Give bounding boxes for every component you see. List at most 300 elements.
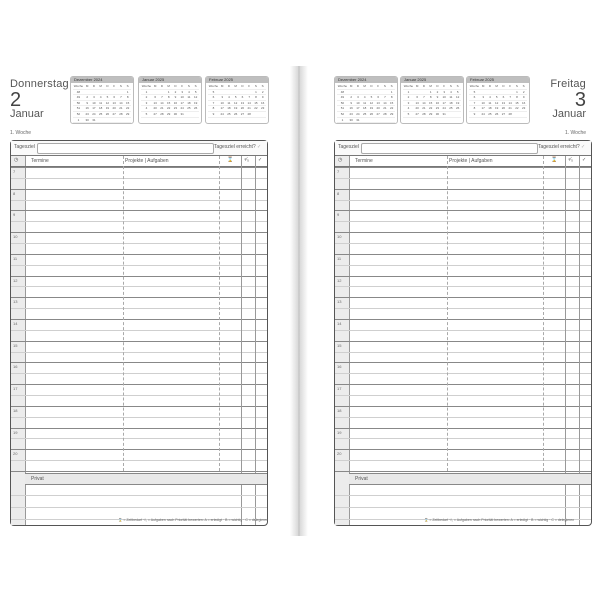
- day-name: Freitag: [550, 78, 586, 90]
- mini-calendar-cell: 11: [187, 95, 191, 100]
- mini-calendar-cell: 9: [174, 95, 177, 100]
- mini-calendar-cell: 3: [357, 95, 359, 100]
- mini-calendar-cell: 21: [160, 106, 164, 111]
- check-icon[interactable]: ✓: [581, 144, 586, 150]
- hour-label: 15: [13, 342, 18, 348]
- column-header: [335, 156, 591, 167]
- schedule-line: [11, 178, 267, 179]
- month-name: Januar: [552, 108, 586, 120]
- privat-label: Privat: [31, 476, 44, 482]
- mini-calendar-cell: 14: [119, 100, 123, 105]
- schedule-line: [335, 254, 591, 255]
- mini-calendar-row: [73, 118, 131, 124]
- col-projekte: Projekte | Aufgaben: [449, 158, 493, 164]
- mini-calendar-cell: 27: [376, 111, 380, 116]
- mini-calendar-cell: 4: [363, 95, 366, 100]
- mini-calendar-cell: 8: [126, 95, 129, 100]
- mini-calendar-cell: 24: [356, 111, 360, 116]
- mini-calendar-cell: M: [363, 84, 366, 88]
- mini-calendar-cell: [454, 112, 461, 117]
- schedule-line: [11, 265, 267, 266]
- mini-calendar-cell: [493, 90, 500, 95]
- mini-calendar-cell: 6: [416, 95, 418, 100]
- mini-calendar-cell: D: [227, 84, 230, 88]
- mini-calendar-cell: 24: [92, 111, 96, 116]
- week-label: 1. Woche: [10, 130, 32, 136]
- privat-label: Privat: [355, 476, 368, 482]
- mini-calendar-cell: [104, 118, 111, 123]
- mini-calendar-cell: S: [261, 84, 264, 88]
- mini-calendar-cell: [91, 90, 98, 95]
- mini-calendar-cell: M: [415, 84, 419, 88]
- mini-calendar-cell: 9: [261, 95, 264, 100]
- mini-calendar-row: [469, 112, 527, 118]
- mini-calendar-cell: S: [515, 84, 518, 88]
- column-divider: [241, 156, 242, 525]
- schedule-line: [335, 221, 591, 222]
- mini-calendar-cell: 12: [105, 100, 110, 105]
- mini-calendar-cell: 20: [415, 106, 419, 111]
- month-name: Januar: [10, 108, 44, 120]
- mini-calendar-cell: 9: [212, 111, 215, 116]
- hour-label: 14: [13, 321, 18, 326]
- mini-calendar-cell: 5: [234, 95, 237, 100]
- hour-label: 9: [13, 212, 16, 218]
- schedule-line: [11, 232, 267, 233]
- schedule-line: [335, 471, 591, 472]
- mini-calendar-cell: 5: [456, 89, 459, 94]
- schedule-line: [11, 330, 267, 331]
- mini-calendar-cell: 25: [227, 111, 231, 116]
- mini-calendar-cell: 48: [340, 89, 345, 94]
- mini-calendar-cell: F: [377, 84, 380, 88]
- mini-calendar-cell: 3: [443, 89, 445, 94]
- schedule-line: [11, 373, 267, 374]
- hour-label: 15: [337, 342, 342, 348]
- mini-calendar-cell: 13: [153, 100, 157, 105]
- mini-calendar-cell: [348, 90, 355, 95]
- hour-label: 7: [13, 169, 16, 174]
- mini-calendar-cell: [421, 90, 428, 95]
- schedule-line: [11, 428, 267, 429]
- mini-calendar-cell: 24: [442, 106, 446, 111]
- schedule-line: [11, 200, 267, 201]
- mini-calendar-cell: D: [92, 84, 95, 88]
- mini-calendar-cell: [375, 118, 382, 123]
- schedule-line: [335, 189, 591, 190]
- mini-calendar-cell: 4: [228, 95, 230, 100]
- mini-calendar-cell: 14: [247, 100, 251, 105]
- page-footer: ⌛ = Zeitbedarf ⁴/₅ = Aufgaben nach Priorität bewerten: A = erledigt · B = wichtig · C = delegieren: [118, 518, 269, 522]
- mini-calendar-cell: 22: [126, 106, 130, 111]
- mini-calendar-cell: 29: [429, 111, 433, 116]
- mini-calendar-cell: M: [85, 84, 89, 88]
- mini-calendar-cell: 25: [449, 106, 453, 111]
- mini-calendar-cell: 1: [516, 89, 518, 94]
- mini-calendar-cell: 13: [112, 100, 116, 105]
- hour-label: 12: [13, 277, 18, 283]
- mini-calendar-cell: 31: [92, 117, 96, 122]
- mini-calendar-cell: 25: [363, 111, 367, 116]
- schedule-line: [11, 286, 267, 287]
- schedule-line: [11, 384, 267, 385]
- mini-calendar-cell: F: [248, 84, 251, 88]
- mini-calendar-cell: 30: [85, 117, 89, 122]
- mini-calendar-cell: [487, 90, 494, 95]
- mini-calendar-cell: [111, 90, 118, 95]
- mini-calendar-cell: 7: [423, 95, 425, 100]
- mini-calendar-cell: 49: [340, 95, 345, 100]
- mini-calendar-cell: 51: [76, 106, 81, 111]
- mini-calendar-cell: 17: [442, 100, 446, 105]
- schedule-line: [11, 167, 267, 168]
- mini-calendar-cell: 5: [407, 111, 410, 116]
- mini-calendar-cell: 11: [363, 100, 367, 105]
- mini-calendar-cell: [253, 112, 260, 117]
- mini-calendar-cell: 26: [105, 111, 110, 116]
- mini-calendar-cell: 19: [495, 106, 499, 111]
- col-termine: Termine: [355, 158, 373, 164]
- mini-calendar-cell: 22: [429, 106, 433, 111]
- mini-calendar-cell: 18: [227, 106, 231, 111]
- hour-label: 11: [13, 255, 18, 261]
- mini-calendar-cell: S: [194, 84, 197, 88]
- mini-calendar-cell: [259, 112, 266, 117]
- day-number: 3: [574, 89, 586, 111]
- mini-calendar-cell: 28: [508, 111, 512, 116]
- mini-calendar-cell: 26: [369, 111, 374, 116]
- mini-calendar-cell: 26: [194, 106, 198, 111]
- mini-calendar-cell: 27: [112, 111, 116, 116]
- mini-calendar-cell: 3: [221, 95, 223, 100]
- mini-calendar-cell: 3: [93, 95, 95, 100]
- hour-label: 8: [337, 190, 340, 196]
- mini-calendar-cell: 3: [407, 100, 410, 105]
- mini-calendar-cell: 23: [349, 111, 353, 116]
- mini-calendar-cell: 52: [340, 111, 345, 116]
- day-schedule: [10, 140, 268, 526]
- mini-calendar-cell: 11: [227, 100, 231, 105]
- mini-calendar-cell: 25: [99, 111, 103, 116]
- mini-calendar-cell: 6: [241, 95, 244, 100]
- mini-calendar-cell: 9: [350, 100, 352, 105]
- mini-calendar-cell: 22: [254, 106, 258, 111]
- tagesziel-bar: [335, 141, 591, 156]
- mini-calendar-cell: F: [113, 84, 116, 88]
- mini-calendar-cell: 13: [415, 100, 419, 105]
- tagesziel-field[interactable]: [361, 143, 538, 154]
- schedule-line: [335, 178, 591, 179]
- book-gutter: [290, 66, 308, 536]
- hour-lines: [11, 167, 267, 471]
- hour-label: 12: [337, 277, 342, 283]
- mini-calendar-cell: 20: [112, 106, 116, 111]
- hour-label: 9: [337, 212, 340, 218]
- mini-calendar-cell: S: [383, 84, 386, 88]
- mini-calendar-cell: Woche: [337, 84, 348, 88]
- mini-calendar-cell: 19: [194, 100, 198, 105]
- schedule-line: [335, 319, 591, 320]
- hour-label: 19: [13, 429, 18, 435]
- mini-calendar-row: [337, 118, 395, 124]
- mini-calendar-cell: [152, 90, 159, 95]
- mini-calendar-cell: 21: [422, 106, 426, 111]
- mini-calendar-cell: 30: [435, 111, 440, 116]
- mini-calendar-cell: 16: [349, 106, 353, 111]
- mini-calendar: [205, 76, 269, 124]
- mini-calendar-cell: 1: [255, 89, 257, 94]
- mini-calendar-cell: 22: [167, 106, 171, 111]
- mini-calendar-cell: 11: [488, 100, 492, 105]
- mini-calendar-cell: [219, 90, 226, 95]
- col-projekte: Projekte | Aufgaben: [125, 158, 169, 164]
- schedule-line: [11, 276, 267, 277]
- mini-calendar-cell: 1: [167, 89, 170, 94]
- mini-calendar-cell: 24: [180, 106, 184, 111]
- mini-calendar-cell: 5: [145, 111, 148, 116]
- mini-calendar-cell: 5: [473, 89, 476, 94]
- mini-calendar-row: [208, 112, 266, 118]
- schedule-line: [11, 395, 267, 396]
- mini-calendar-cell: 1: [407, 89, 410, 94]
- mini-calendar-cell: 24: [481, 111, 485, 116]
- mini-calendar-cell: 18: [99, 106, 103, 111]
- mini-calendar-cell: 17: [180, 100, 184, 105]
- mini-calendar-cell: [97, 90, 104, 95]
- column-divider: [219, 156, 220, 471]
- mini-calendar-cell: 5: [212, 89, 215, 94]
- mini-calendar-cell: 19: [456, 100, 460, 105]
- mini-calendar-cell: 27: [153, 111, 157, 116]
- mini-calendar-cell: 26: [234, 111, 238, 116]
- mini-calendar-cell: D: [488, 84, 491, 88]
- hour-label: 13: [13, 299, 18, 305]
- mini-calendar-title: Januar 2025: [401, 77, 463, 83]
- mini-calendar-cell: 17: [220, 106, 224, 111]
- schedule-line: [335, 232, 591, 233]
- mini-calendar-cell: 21: [247, 106, 251, 111]
- mini-calendar-cell: 3: [482, 95, 484, 100]
- mini-calendar-cell: M: [220, 84, 224, 88]
- mini-calendar-cell: 28: [422, 111, 426, 116]
- mini-calendar-cell: S: [390, 84, 393, 88]
- mini-calendar-cell: [355, 90, 362, 95]
- mini-calendar-cell: 4: [407, 106, 410, 111]
- mini-calendar-cell: 1: [390, 89, 393, 94]
- schedule-line: [11, 254, 267, 255]
- mini-calendar-cell: 48: [76, 89, 81, 94]
- mini-calendar-cell: 29: [126, 111, 130, 116]
- mini-calendar-cell: 5: [495, 95, 498, 100]
- hourglass-icon: ⌛: [227, 157, 234, 163]
- mini-calendar-cell: [500, 90, 507, 95]
- mini-calendar-cell: 22: [515, 106, 519, 111]
- mini-calendar-cell: [186, 112, 193, 117]
- mini-calendar-cell: 4: [188, 89, 190, 94]
- schedule-line: [335, 417, 591, 418]
- mini-calendar-cell: 10: [481, 100, 485, 105]
- mini-calendar-cell: 8: [212, 106, 215, 111]
- mini-calendar-cell: [118, 118, 125, 123]
- mini-calendar-cell: M: [167, 84, 170, 88]
- mini-calendar-cell: S: [254, 84, 257, 88]
- tagesziel-label: Tagesziel: [338, 144, 359, 150]
- mini-calendar-cell: 4: [99, 95, 102, 100]
- schedule-line: [11, 210, 267, 211]
- mini-calendar-cell: [388, 118, 395, 123]
- mini-calendar-cell: [361, 118, 368, 123]
- mini-calendar-cell: 18: [449, 100, 453, 105]
- mini-calendar: [334, 76, 398, 124]
- hour-label: 17: [13, 386, 18, 392]
- mini-calendar-cell: 2: [86, 95, 88, 100]
- mini-calendar-cell: 9: [473, 111, 476, 116]
- mini-calendar-title: Dezember 2024: [71, 77, 133, 83]
- hour-label: 10: [337, 234, 342, 240]
- mini-calendar-cell: S: [187, 84, 190, 88]
- mini-calendar-cell: 14: [508, 100, 512, 105]
- mini-calendar-cell: [118, 90, 125, 95]
- schedule-line: [11, 319, 267, 320]
- mini-calendar-cell: 2: [174, 89, 177, 94]
- mini-calendar-cell: 8: [516, 95, 518, 100]
- mini-calendar-cell: Woche: [73, 84, 84, 88]
- mini-calendar-cell: [239, 90, 246, 95]
- mini-calendar-cell: 7: [473, 100, 476, 105]
- mini-calendar-cell: 18: [363, 106, 367, 111]
- schedule-line: [335, 308, 591, 309]
- schedule-line: [11, 471, 267, 472]
- mini-calendar-cell: 2: [261, 89, 264, 94]
- mini-calendar-cell: 13: [501, 100, 506, 105]
- mini-calendar-cell: 28: [247, 111, 251, 116]
- tagesziel-label: Tagesziel: [14, 144, 35, 150]
- hour-label: 18: [13, 407, 18, 413]
- mini-calendar-cell: 6: [212, 95, 215, 100]
- mini-calendar-cell: Woche: [403, 84, 414, 88]
- day-number: 2: [10, 89, 22, 111]
- page-footer: ⌛ = Zeitbedarf ⁴/₅ = Aufgaben nach Priorität bewerten: A = erledigt · B = wichtig · C = delegieren: [424, 518, 575, 522]
- mini-calendar-cell: 12: [495, 100, 499, 105]
- schedule-line: [11, 243, 267, 244]
- mini-calendar-cell: [480, 90, 487, 95]
- schedule-line: [335, 330, 591, 331]
- hour-label: 17: [337, 386, 342, 392]
- priority-icon: ⁴⁄₅: [568, 157, 573, 163]
- mini-calendar-cell: [414, 90, 421, 95]
- mini-calendar-cell: 9: [86, 100, 88, 105]
- mini-calendar-cell: [368, 118, 375, 123]
- schedule-line: [11, 341, 267, 342]
- mini-calendar-cell: 3: [181, 89, 183, 94]
- hour-label: 20: [13, 451, 18, 457]
- mini-calendar-cell: 10: [180, 95, 184, 100]
- mini-calendar-cell: 15: [126, 100, 130, 105]
- mini-calendar-cell: S: [119, 84, 122, 88]
- mini-calendar-cell: 7: [384, 95, 386, 100]
- mini-calendar-cell: D: [241, 84, 244, 88]
- mini-calendar-cell: S: [456, 84, 459, 88]
- mini-calendar-cell: 3: [145, 100, 148, 105]
- priority-icon: ⁴⁄₅: [244, 157, 249, 163]
- mini-calendar-cell: 30: [173, 111, 178, 116]
- mini-calendar-cell: 23: [435, 106, 440, 111]
- schedule-line: [11, 362, 267, 363]
- schedule-line: [335, 406, 591, 407]
- column-header: [11, 156, 267, 167]
- mini-calendar-cell: 22: [390, 106, 394, 111]
- mini-calendar-cell: 6: [377, 95, 379, 100]
- hour-label: 8: [13, 190, 16, 196]
- tagesziel-field[interactable]: [37, 143, 214, 154]
- schedule-line: [11, 189, 267, 190]
- hour-label: 20: [337, 451, 342, 457]
- mini-calendar-cell: 7: [212, 100, 215, 105]
- mini-calendar-cell: 1: [145, 89, 148, 94]
- mini-calendar-cell: 31: [356, 117, 360, 122]
- schedule-line: [335, 276, 591, 277]
- schedule-line: [11, 221, 267, 222]
- mini-calendar-cell: 4: [489, 95, 491, 100]
- mini-calendar-cell: 26: [495, 111, 499, 116]
- mini-calendar-cell: F: [509, 84, 512, 88]
- mini-calendar-cell: Woche: [208, 84, 219, 88]
- hourglass-icon: ⌛: [551, 157, 558, 163]
- schedule-line: [335, 395, 591, 396]
- tagesziel-erreicht-label: Tagesziel erreicht?: [538, 144, 580, 150]
- schedule-line: [335, 167, 591, 168]
- mini-calendar-cell: 31: [180, 111, 184, 116]
- mini-calendar-cell: 25: [488, 111, 492, 116]
- mini-calendar-cell: 6: [502, 95, 505, 100]
- mini-calendar-cell: 21: [119, 106, 123, 111]
- mini-calendar-cell: [368, 90, 375, 95]
- mini-calendar-cell: 30: [349, 117, 353, 122]
- mini-calendar-cell: 21: [383, 106, 387, 111]
- mini-calendar-cell: 50: [76, 100, 81, 105]
- mini-calendar-cell: 1: [429, 89, 432, 94]
- schedule-line: [11, 460, 267, 461]
- mini-calendar-cell: 17: [481, 106, 485, 111]
- schedule-line: [11, 449, 267, 450]
- mini-calendar-cell: 21: [508, 106, 512, 111]
- mini-calendar-cell: F: [443, 84, 446, 88]
- mini-calendar-cell: 18: [187, 100, 191, 105]
- hour-label: 16: [337, 364, 342, 370]
- mini-calendar-cell: 12: [369, 100, 374, 105]
- mini-calendar-cell: [97, 118, 104, 123]
- schedule-line: [335, 373, 591, 374]
- mini-calendar-cell: [246, 90, 253, 95]
- mini-calendar-cell: [111, 118, 118, 123]
- column-divider: [123, 156, 124, 471]
- column-divider: [565, 156, 566, 525]
- mini-calendar-cell: 14: [422, 100, 426, 105]
- hour-label: 16: [13, 364, 18, 370]
- mini-calendar-cell: 20: [153, 106, 157, 111]
- day-name: Donnerstag: [10, 78, 69, 90]
- hour-label: 19: [337, 429, 342, 435]
- mini-calendar-cell: 1: [341, 117, 344, 122]
- mini-calendar-cell: 15: [429, 100, 433, 105]
- mini-calendar-cell: [448, 112, 455, 117]
- check-icon: ✓: [582, 157, 587, 163]
- mini-calendar-cell: 16: [435, 100, 440, 105]
- mini-calendar-cell: D: [106, 84, 109, 88]
- check-icon[interactable]: ✓: [257, 144, 262, 150]
- schedule-line: [11, 438, 267, 439]
- schedule-line: [11, 406, 267, 407]
